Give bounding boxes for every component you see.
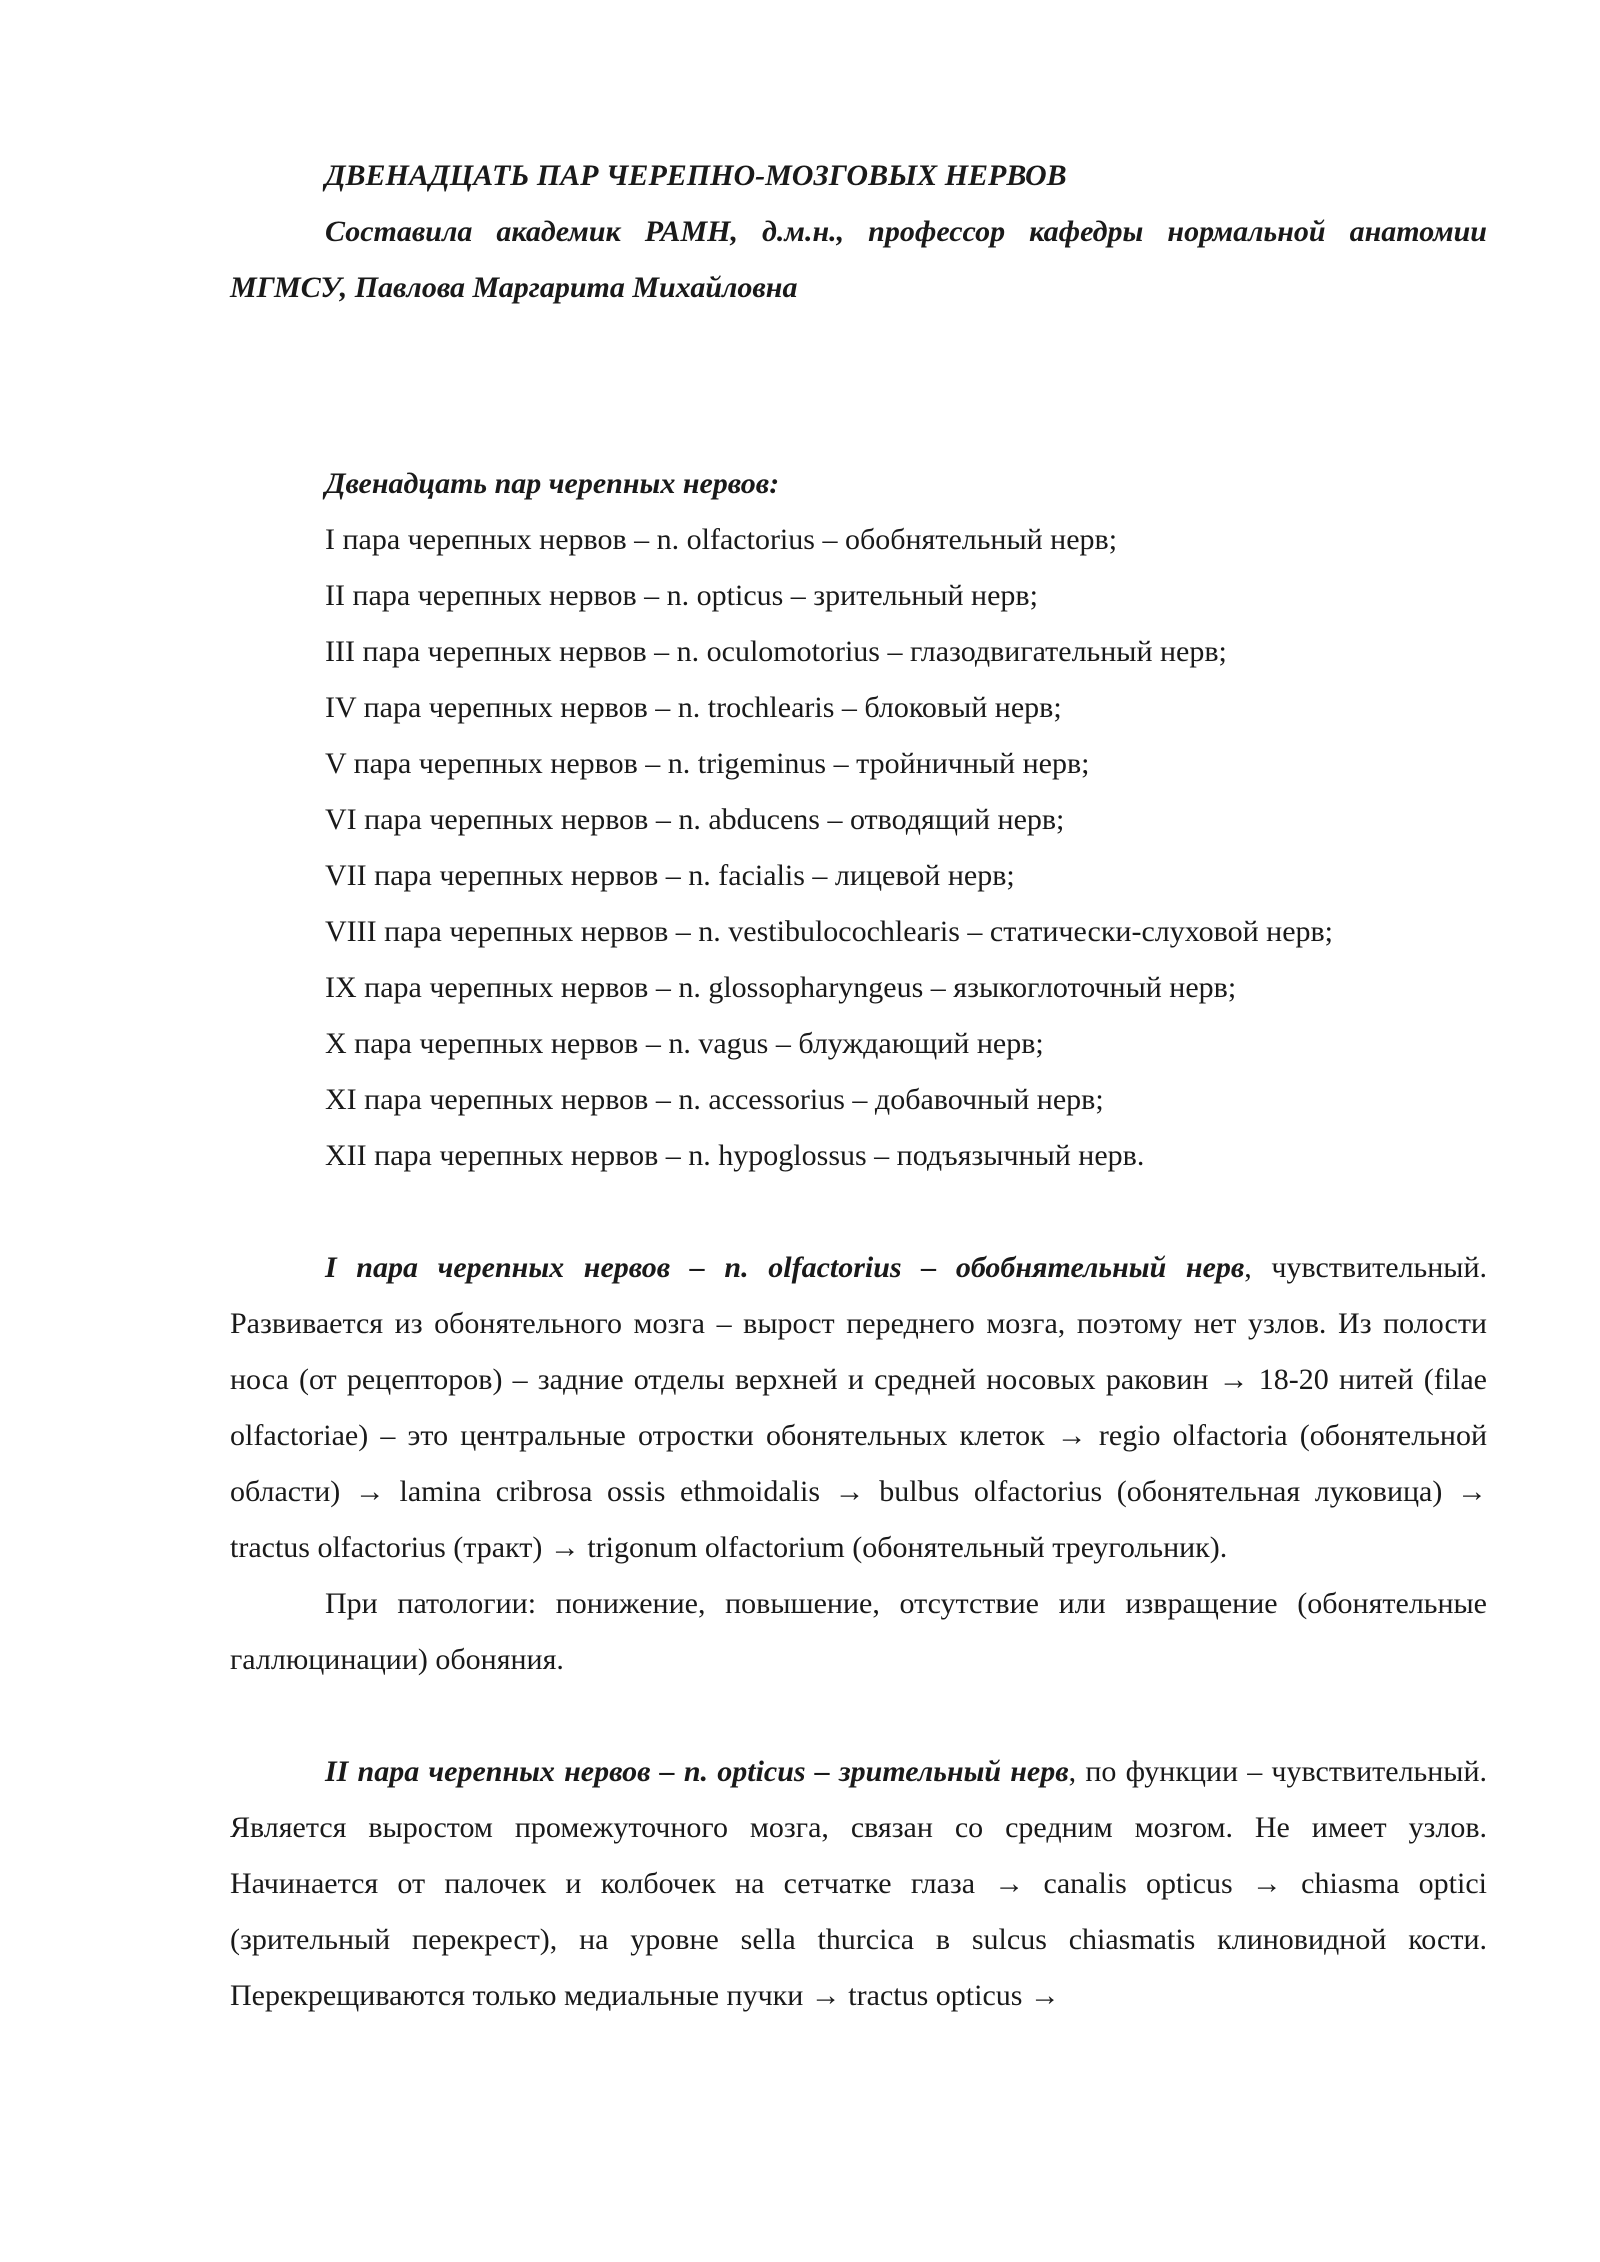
spacer: [230, 1184, 1487, 1240]
section-opticus: [230, 1744, 1487, 2024]
list-item: III пара черепных нервов – n. oculomotorius – глазодвигательный нерв;: [325, 635, 1227, 668]
list-item: X пара черепных нервов – n. vagus – блуждающий нерв;: [325, 1027, 1044, 1060]
list-heading: Двенадцать пар черепных нервов:: [325, 467, 780, 500]
section-olfactorius-pathology: При патологии: понижение, повышение, отсутствие или извращение (обонятельные галлюцинации) обоняния.: [230, 1587, 1487, 1676]
list-item: IX пара черепных нервов – n. glossopharyngeus – языкоглоточный нерв;: [325, 971, 1237, 1004]
list-item: II пара черепных нервов – n. opticus – зрительный нерв;: [325, 579, 1038, 612]
list-item: VII пара черепных нервов – n. facialis – лицевой нерв;: [325, 859, 1015, 892]
document-title: ДВЕНАДЦАТЬ ПАР ЧЕРЕПНО-МОЗГОВЫХ НЕРВОВ: [325, 159, 1067, 192]
section-opticus-text: , по функции – чувствительный. Является выростом промежуточного мозга, связан со средним мозгом. Не имеет узлов. Начинается от палочек и колбочек на сетчатке глаза → canalis opticus → chiasma optici (зрительный перекрест), на уровне sella thurcica в sulcus chiasmatis клиновидной кости. Перекрещиваются только медиальные пучки → tractus opticus →: [230, 1755, 1487, 2012]
list-item: XI пара черепных нервов – n. accessorius – добавочный нерв;: [325, 1083, 1104, 1116]
spacer: [230, 1688, 1487, 1744]
section-olfactorius-heading: I пара черепных нервов – n. olfactorius – обобнятельный нерв: [325, 1251, 1245, 1284]
list-item: I пара черепных нервов – n. olfactorius – обобнятельный нерв;: [325, 523, 1118, 556]
document-body: [230, 148, 1487, 2024]
document-author: Составила академик РАМН, д.м.н., профессор кафедры нормальной анатомии МГМСУ, Павлова Маргарита Михайловна: [230, 215, 1487, 304]
section-olfactorius-text: , чувствительный. Развивается из обонятельного мозга – вырост переднего мозга, поэтому нет узлов. Из полости носа (от рецепторов) – задние отделы верхней и средней носовых раковин → 18-20 нитей (filae olfactoriae) – это центральные отростки обонятельных клеток → regio olfactoria (обонятельной области) → lamina cribrosa ossis ethmoidalis → bulbus olfactorius (обонятельная луковица) → tractus olfactorius (тракт) → trigonum olfactorium (обонятельный треугольник).: [230, 1251, 1487, 1564]
list-item: VI пара черепных нервов – n. abducens – отводящий нерв;: [325, 803, 1065, 836]
list-item: IV пара черепных нервов – n. trochlearis – блоковый нерв;: [325, 691, 1062, 724]
section-opticus-heading: II пара черепных нервов – n. opticus – зрительный нерв: [325, 1755, 1069, 1788]
list-item: VIII пара черепных нервов – n. vestibulocochlearis – статически-слуховой нерв;: [325, 915, 1334, 948]
list-item: XII пара черепных нервов – n. hypoglossus – подъязычный нерв.: [325, 1139, 1145, 1172]
spacer: [230, 316, 1487, 456]
list-item: V пара черепных нервов – n. trigeminus – тройничный нерв;: [325, 747, 1090, 780]
section-olfactorius: [230, 1240, 1487, 1576]
